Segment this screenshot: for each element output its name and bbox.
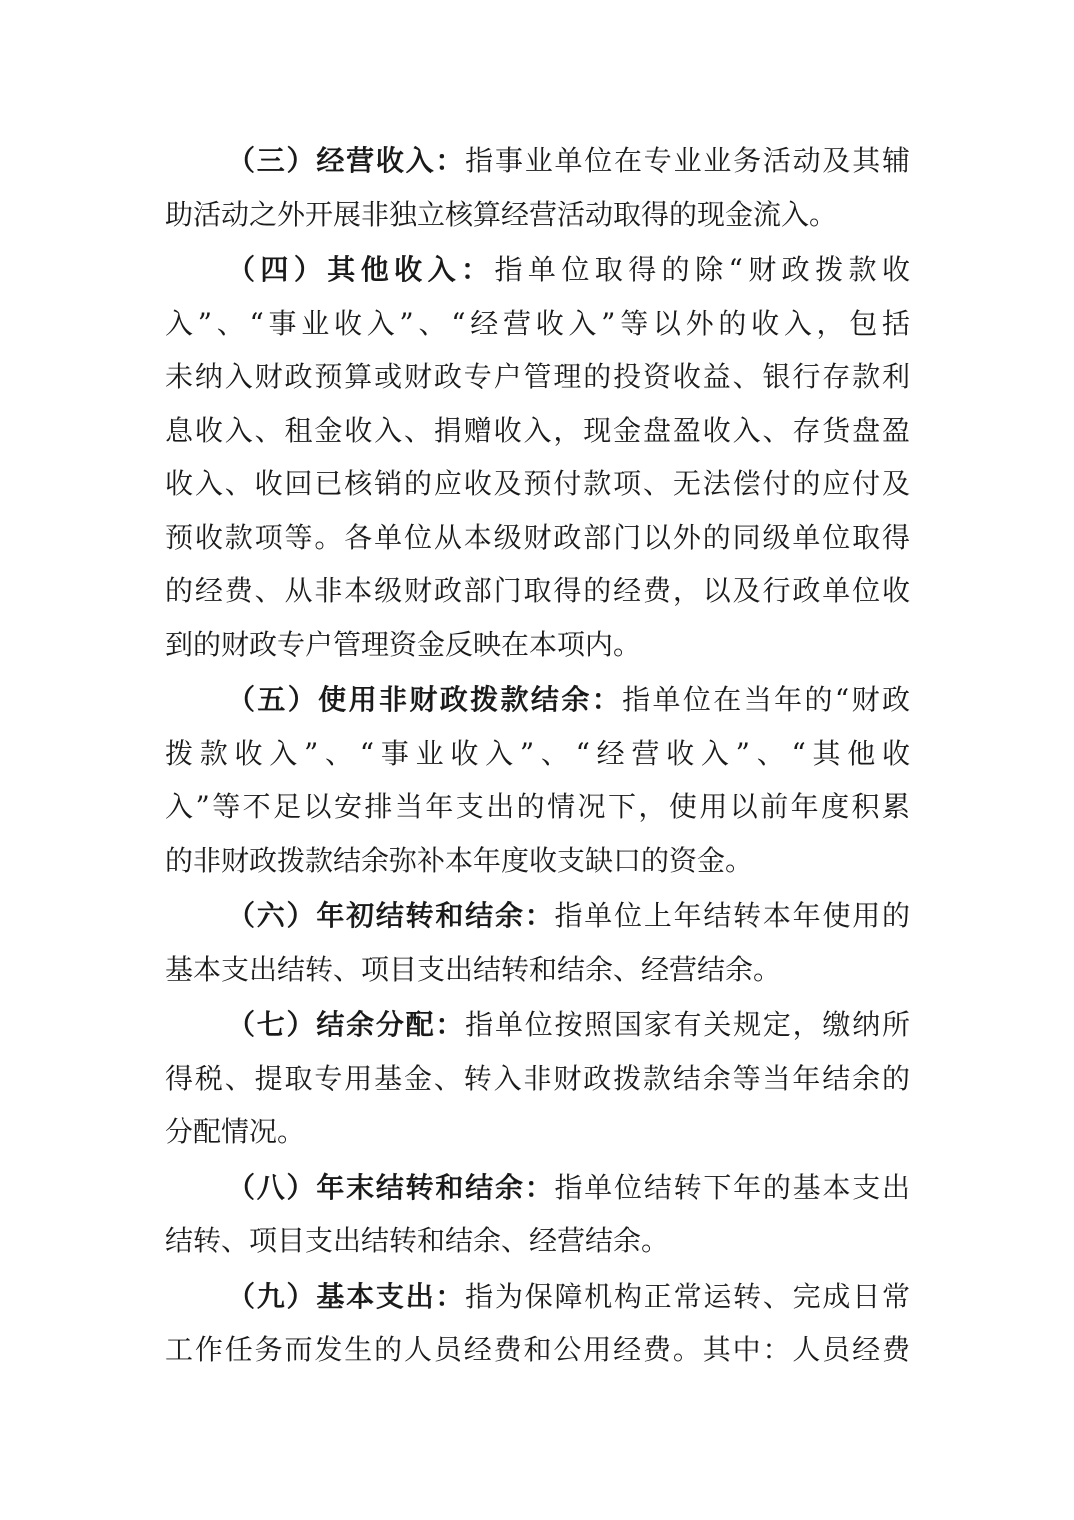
- paragraph-text: 指单位在当年的“财政: [622, 683, 910, 716]
- paragraph-line: [165, 1270, 910, 1324]
- paragraph-line: 到的财政专户管理资金反映在本项内。: [165, 627, 642, 661]
- paragraph-line: [165, 998, 910, 1052]
- section-term: （八）年末结转和结余：: [227, 1170, 555, 1204]
- paragraph-line: 的非财政拨款结余弥补本年度收支缺口的资金。: [165, 843, 754, 877]
- paragraph-text: 指单位按照国家有关规定，缴纳所: [465, 1008, 910, 1041]
- paragraph-line: 息收入、租金收入、捐赠收入，现金盘盈收入、存货盘盈: [165, 413, 910, 447]
- paragraph-line: 基本支出结转、项目支出结转和结余、经营结余。: [165, 952, 782, 986]
- paragraph-line: 的经费、从非本级财政部门取得的经费，以及行政单位收: [165, 574, 910, 607]
- paragraph-line: [165, 243, 910, 297]
- paragraph-text: 指单位取得的除“财政拨款收: [494, 253, 910, 286]
- paragraph-text: 指单位上年结转本年使用的: [554, 899, 910, 932]
- paragraph-line: [165, 134, 910, 188]
- paragraph-line: [165, 889, 910, 943]
- paragraph-line: 未纳入财政预算或财政专户管理的投资收益、银行存款利: [165, 360, 910, 393]
- paragraph-line: 得税、提取专用基金、转入非财政拨款结余等当年结余的: [165, 1061, 910, 1095]
- section-term: （六）年初结转和结余：: [227, 899, 555, 932]
- paragraph-line: [165, 1161, 910, 1215]
- section-term: （三）经营收入：: [227, 144, 466, 177]
- paragraph-line: 结转、项目支出结转和结余、经营结余。: [165, 1224, 670, 1257]
- paragraph-text: 指为保障机构正常运转、完成日常: [465, 1279, 910, 1313]
- document-body: [165, 134, 910, 1377]
- paragraph-line: [165, 673, 910, 727]
- paragraph-line: 拨款收入”、“事业收入”、“经营收入”、“其他收: [165, 736, 910, 770]
- paragraph-text: 指单位结转下年的基本支出: [554, 1170, 910, 1204]
- paragraph-line: 工作任务而发生的人员经费和公用经费。其中：人员经费: [165, 1333, 910, 1366]
- paragraph-line: 入”等不足以安排当年支出的情况下，使用以前年度积累: [165, 790, 910, 823]
- paragraph-line: 入”、“事业收入”、“经营收入”等以外的收入，包括: [165, 306, 910, 340]
- paragraph-line: 助活动之外开展非独立核算经营活动取得的现金流入。: [165, 197, 838, 231]
- paragraph-line: 分配情况。: [165, 1115, 306, 1148]
- paragraph-line: 预收款项等。各单位从本级财政部门以外的同级单位取得: [165, 520, 910, 554]
- section-term: （四）其他收入：: [227, 253, 495, 286]
- section-term: （九）基本支出：: [227, 1279, 466, 1313]
- paragraph-line: 收入、收回已核销的应收及预付款项、无法偿付的应付及: [165, 467, 910, 500]
- section-term: （七）结余分配：: [227, 1008, 466, 1041]
- section-term: （五）使用非财政拨款结余：: [227, 683, 623, 716]
- paragraph-text: 指事业单位在专业业务活动及其辅: [465, 144, 910, 177]
